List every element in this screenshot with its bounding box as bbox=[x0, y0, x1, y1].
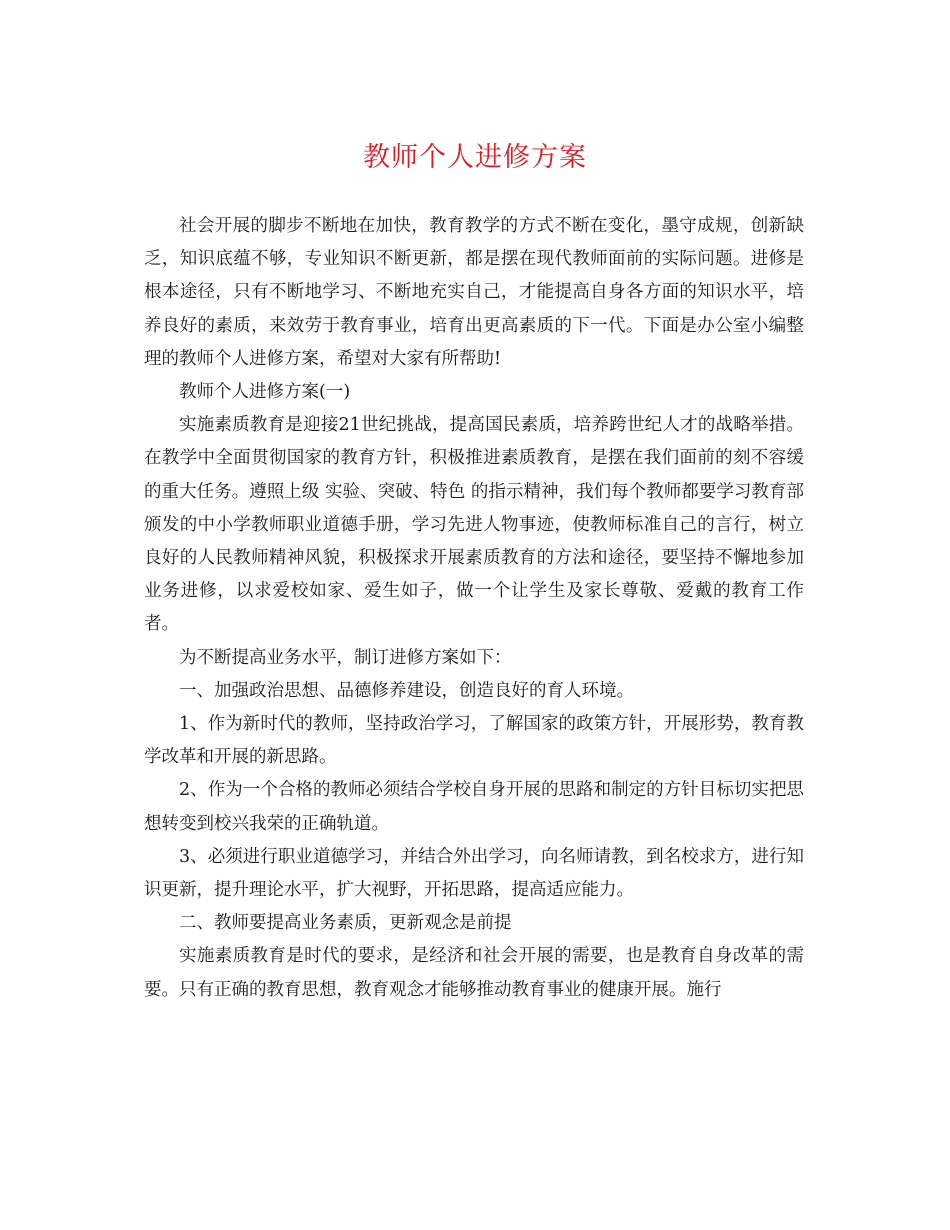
paragraph-plan-intro: 为不断提高业务水平，制订进修方案如下： bbox=[179, 647, 512, 668]
paragraph-intro: 社会开展的脚步不断地在加快，教育教学的方式不断在变化，墨守成规，创新缺乏，知识底蕴不够，专业知识不断更新，都是摆在现代教师面前的实际问题。进修是根本途径，只有不断地学习、不断地充实自己，才能提高自身各方面的知识水平，培养良好的素质，来效劳于教育事业，培育出更高素质的下一代。下面是办公室小编整理的教师个人进修方案，希望对大家有所帮助! bbox=[144, 216, 804, 369]
document-title: 教师个人进修方案 bbox=[363, 142, 587, 173]
list-item-1: 1、作为新时代的教师，坚持政治学习，了解国家的政策方针，开展形势，教育教学改革和开展的新思路。 bbox=[144, 714, 804, 768]
paragraph-era-requirement: 实施素质教育是时代的要求，是经济和社会开展的需要，也是教育自身改革的需要。只有正确的教育思想，教育观念才能够推动教育事业的健康开展。施行 bbox=[144, 946, 804, 1000]
document-body bbox=[144, 210, 804, 1007]
list-item-2: 2、作为一个合格的教师必须结合学校自身开展的思路和制定的方针目标切实把思想转变到校兴我荣的正确轨道。 bbox=[144, 780, 804, 834]
list-item-3: 3、必须进行职业道德学习，并结合外出学习，向名师请教，到名校求方，进行知识更新，提升理论水平，扩大视野，开拓思路，提高适应能力。 bbox=[144, 846, 804, 901]
section-heading-plan-one: 教师个人进修方案(一) bbox=[179, 382, 351, 403]
section-heading-two: 二、教师要提高业务素质，更新观念是前提 bbox=[179, 913, 512, 934]
section-heading-one: 一、加强政治思想、品德修养建设，创造良好的育人环境。 bbox=[179, 680, 634, 701]
paragraph-quality-education: 实施素质教育是迎接21世纪挑战，提高国民素质，培养跨世纪人才的战略举措。在教学中全面贯彻国家的教育方针，积极推进素质教育，是摆在我们面前的刻不容缓的重大任务。遵照上级 实验、突破、特色 的指示精神，我们每个教师都要学习教育部颁发的中小学教师职业道德手册，学习先进人物事迹，使教师标准自己的言行，树立良好的人民教师精神风貌，积极探求开展素质教育的方法和途径，要坚持不懈地参加业务进修，以求爱校如家、爱生如子，做一个让学生及家长尊敬、爱戴的教育工作者。 bbox=[144, 415, 804, 635]
